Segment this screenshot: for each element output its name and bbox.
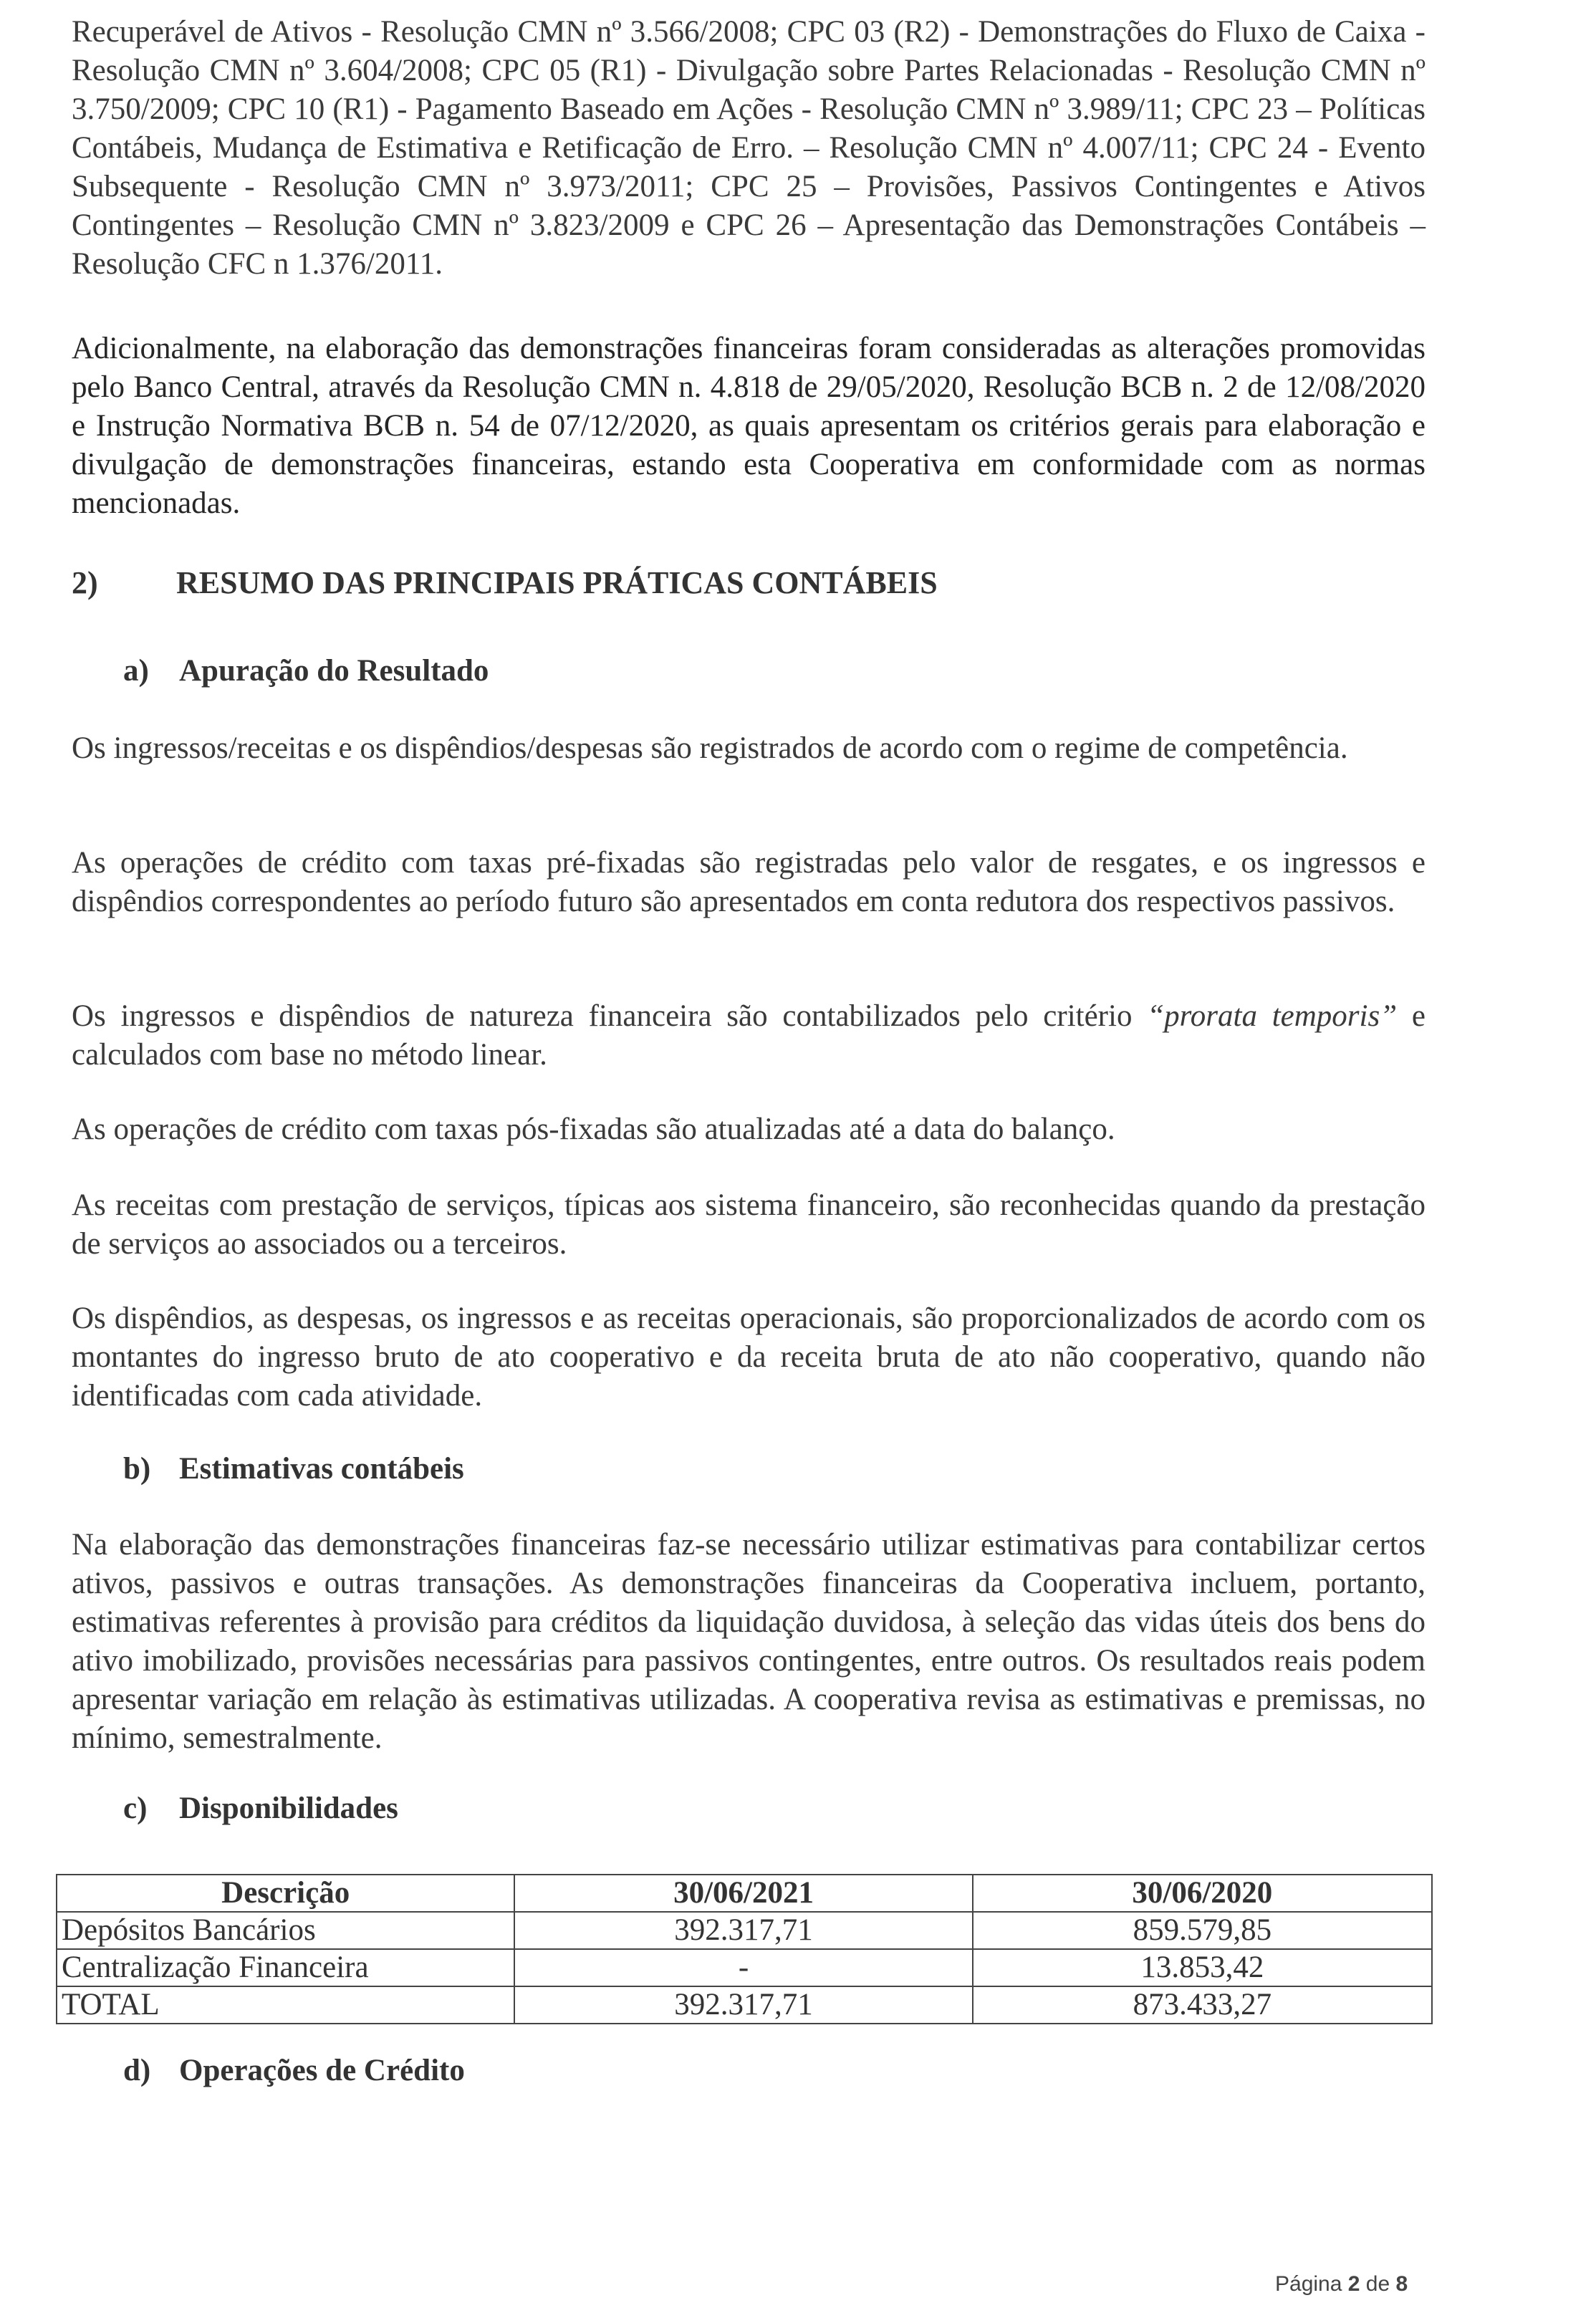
subhead-letter: b) <box>123 1452 151 1486</box>
subhead-letter: a) <box>123 654 149 688</box>
table-header-cell: Descrição <box>57 1875 514 1912</box>
subhead-text: Disponibilidades <box>179 1792 398 1825</box>
table-cell: 873.433,27 <box>973 1986 1432 2024</box>
paragraph-prorata <box>72 997 1426 1074</box>
section-title-text: RESUMO DAS PRINCIPAIS PRÁTICAS CONTÁBEIS <box>176 565 938 600</box>
table-cell: TOTAL <box>57 1986 514 2024</box>
paragraph-proporcionalizados: Os dispêndios, as despesas, os ingressos e as receitas operacionais, são proporcionalizados de acordo com os montantes do ingresso bruto de ato cooperativo e da receita bruta de ato não cooperativo, quando não identificadas com cada atividade. <box>72 1302 1426 1413</box>
paragraph-estimativas: Na elaboração das demonstrações financeiras faz-se necessário utilizar estimativas para contabilizar certos ativos, passivos e outras transações. As demonstrações financeiras da Cooperativa incluem, portanto, estimativas referentes à provisão para créditos da liquidação duvidosa, à seleção das vidas úteis dos bens do ativo imobilizado, provisões necessárias para passivos contingentes, entre outros. Os resultados reais podem apresentar variação em relação às estimativas utilizadas. A cooperativa revisa as estimativas e premissas, no mínimo, semestralmente. <box>72 1528 1426 1755</box>
table-row <box>57 1986 1432 2024</box>
subhead-letter: c) <box>123 1792 148 1825</box>
section-number: 2) <box>72 565 98 600</box>
table-cell: 13.853,42 <box>973 1949 1432 1986</box>
table-row <box>57 1912 1432 1949</box>
page-number-prefix: Página <box>1275 2272 1348 2296</box>
paragraph-prorata-pre: Os ingressos e dispêndios de natureza financeira são contabilizados pelo critério <box>72 999 1148 1033</box>
table-cell: - <box>514 1949 972 1986</box>
paragraph-receitas-servicos: As receitas com prestação de serviços, típicas aos sistema financeiro, são reconhecidas quando da prestação de serviços ao associados ou a terceiros. <box>72 1188 1426 1261</box>
paragraph-pos-fixadas: As operações de crédito com taxas pós-fixadas são atualizadas até a data do balanço. <box>72 1112 1115 1146</box>
table-header-cell: 30/06/2021 <box>514 1875 972 1912</box>
subhead-estimativas <box>123 1451 464 1486</box>
section-title <box>72 564 938 601</box>
table-cell: 859.579,85 <box>973 1912 1432 1949</box>
table-cell: 392.317,71 <box>514 1912 972 1949</box>
table-cell: Centralização Financeira <box>57 1949 514 1986</box>
page-number-current: 2 <box>1347 2272 1360 2296</box>
paragraph-cpc-list: Recuperável de Ativos - Resolução CMN nº 3.566/2008; CPC 03 (R2) - Demonstrações do Fluxo de Caixa - Resolução CMN nº 3.604/2008; CPC 05 (R1) - Divulgação sobre Partes Relacionadas - Resolução CMN nº 3.750/2009; CPC 10 (R1) - Pagamento Baseado em Ações - Resolução CMN nº 3.989/11; CPC 23 – Políticas Contábeis, Mudança de Estimativa e Retificação de Erro. – Resolução CMN nº 4.007/11; CPC 24 - Evento Subsequente - Resolução CMN nº 3.973/2011; CPC 25 – Provisões, Passivos Contingentes e Ativos Contingentes – Resolução CMN nº 3.823/2009 e CPC 26 – Apresentação das Demonstrações Contábeis – Resolução CFC n 1.376/2011. <box>72 15 1426 281</box>
disponibilidades-table <box>56 1874 1433 2024</box>
table-cell: Depósitos Bancários <box>57 1912 514 1949</box>
subhead-letter: d) <box>123 2054 151 2087</box>
subhead-text: Operações de Crédito <box>179 2054 465 2087</box>
paragraph-prorata-italic: “prorata temporis” <box>1147 999 1398 1033</box>
table-header-cell: 30/06/2020 <box>973 1875 1432 1912</box>
paragraph-additional-changes: Adicionalmente, na elaboração das demonstrações financeiras foram consideradas as alterações promovidas pelo Banco Central, através da Resolução CMN n. 4.818 de 29/05/2020, Resolução BCB n. 2 de 12/08/2020 e Instrução Normativa BCB n. 54 de 07/12/2020, as quais apresentam os critérios gerais para elaboração e divulgação de demonstrações financeiras, estando esta Cooperativa em conformidade com as normas mencionadas. <box>72 332 1426 520</box>
subhead-text: Apuração do Resultado <box>179 654 489 688</box>
table-header-row <box>57 1875 1432 1912</box>
subhead-text: Estimativas contábeis <box>179 1452 464 1486</box>
page-number-middle: de <box>1360 2272 1396 2296</box>
paragraph-regime-competencia: Os ingressos/receitas e os dispêndios/despesas são registrados de acordo com o regime de competência. <box>72 731 1348 765</box>
table-cell: 392.317,71 <box>514 1986 972 2024</box>
paragraph-prorata-post: e calculados com base no método linear. <box>72 999 1426 1072</box>
page-number <box>1275 2272 1408 2297</box>
page-number-total: 8 <box>1395 2272 1408 2296</box>
subhead-operacoes-credito <box>123 2053 465 2088</box>
paragraph-pre-fixadas: As operações de crédito com taxas pré-fixadas são registradas pelo valor de resgates, e os ingressos e dispêndios correspondentes ao período futuro são apresentados em conta redutora dos respectivos passivos. <box>72 846 1426 918</box>
subhead-disponibilidades <box>123 1791 398 1826</box>
subhead-apuracao <box>123 653 489 688</box>
table-row <box>57 1949 1432 1986</box>
